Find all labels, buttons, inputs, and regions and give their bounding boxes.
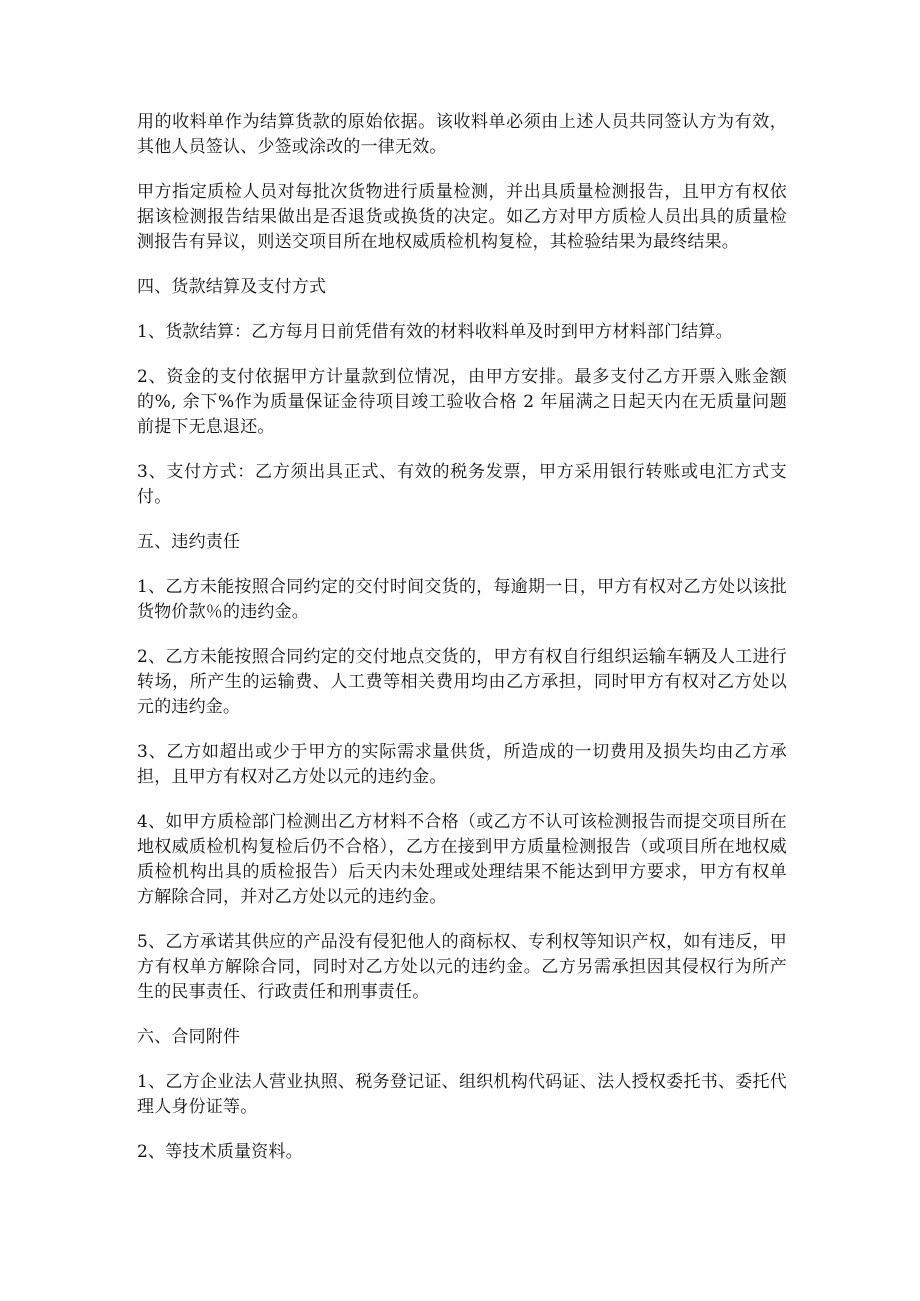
paragraph-receipt-basis: 用的收料单作为结算货款的原始依据。该收料单必须由上述人员共同签认方为有效，其他人员签认、少签或涂改的一律无效。 — [137, 112, 787, 157]
section-heading-settlement: 四、货款结算及支付方式 — [137, 277, 327, 297]
document-body — [137, 110, 787, 1185]
clause-liability-1: 1、乙方未能按照合同约定的交付时间交货的，每逾期一日，甲方有权对乙方处以该批货物价款％的违约金。 — [137, 577, 787, 622]
clause-attachment-2: 2、等技术质量资料。 — [137, 1142, 303, 1162]
clause-settlement-3: 3、支付方式：乙方须出具正式、有效的税务发票，甲方采用银行转账或电汇方式支付。 — [137, 462, 787, 507]
clause-liability-2: 2、乙方未能按照合同约定的交付地点交货的，甲方有权自行组织运输车辆及人工进行转场，所产生的运输费、人工费等相关费用均由乙方承担，同时甲方有权对乙方处以元的违约金。 — [137, 647, 787, 717]
section-heading-liability: 五、违约责任 — [137, 532, 241, 552]
section-heading-attachments: 六、合同附件 — [137, 1027, 241, 1047]
clause-settlement-2: 2、资金的支付依据甲方计量款到位情况，由甲方安排。最多支付乙方开票入账金额的%, 余下%作为质量保证金待项目竣工验收合格 2 年届满之日起天内在无质量问题前提下无息退还。 — [137, 367, 787, 437]
clause-liability-4: 4、如甲方质检部门检测出乙方材料不合格（或乙方不认可该检测报告而提交项目所在地权威质检机构复检后仍不合格），乙方在接到甲方质量检测报告（或项目所在地权威质检机构出具的质检报告）后天内未处理或处理结果不能达到甲方要求，甲方有权单方解除合同，并对乙方处以元的违约金。 — [137, 812, 787, 907]
clause-liability-5: 5、乙方承诺其供应的产品没有侵犯他人的商标权、专利权等知识产权，如有违反，甲方有权单方解除合同，同时对乙方处以元的违约金。乙方另需承担因其侵权行为所产生的民事责任、行政责任和刑事责任。 — [137, 932, 787, 1002]
paragraph-quality-inspection: 甲方指定质检人员对每批次货物进行质量检测，并出具质量检测报告，且甲方有权依据该检测报告结果做出是否退货或换货的决定。如乙方对甲方质检人员出具的质量检测报告有异议，则送交项目所在地权威质检机构复检，其检验结果为最终结果。 — [137, 182, 787, 252]
clause-liability-3: 3、乙方如超出或少于甲方的实际需求量供货，所造成的一切费用及损失均由乙方承担，且甲方有权对乙方处以元的违约金。 — [137, 742, 787, 787]
clause-attachment-1: 1、乙方企业法人营业执照、税务登记证、组织机构代码证、法人授权委托书、委托代理人身份证等。 — [137, 1072, 787, 1117]
clause-settlement-1: 1、货款结算：乙方每月日前凭借有效的材料收料单及时到甲方材料部门结算。 — [137, 322, 733, 342]
